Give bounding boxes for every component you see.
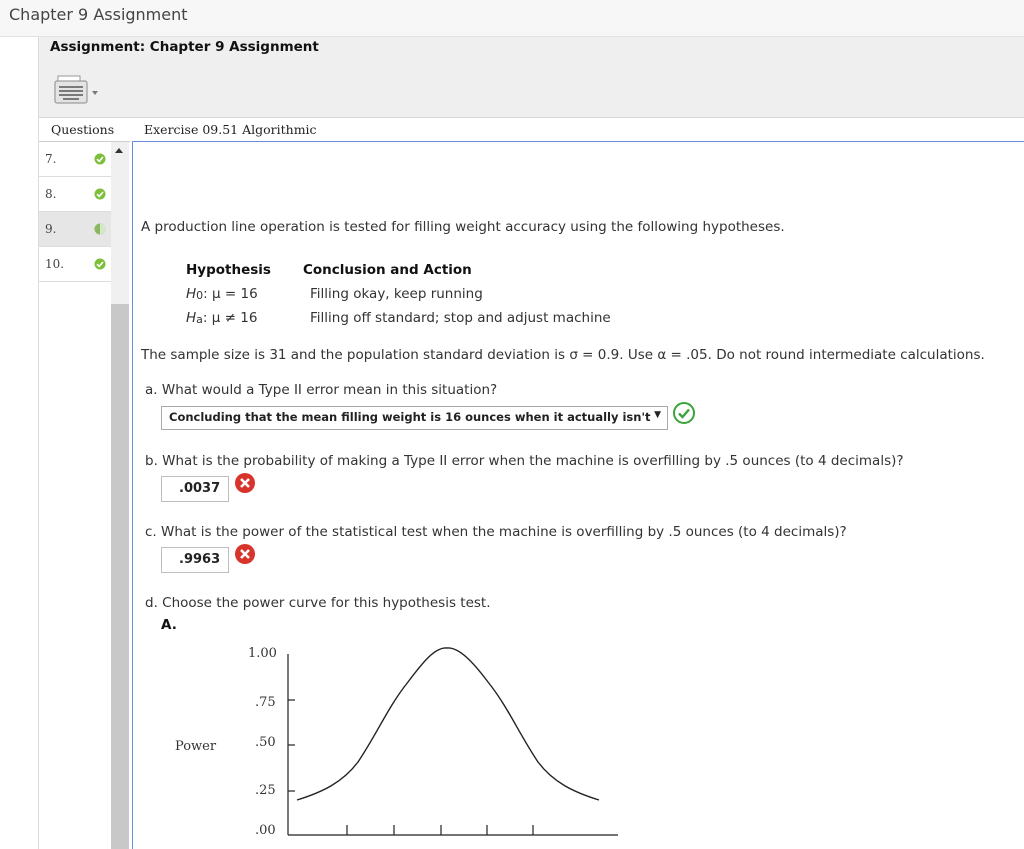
questions-panel: [39, 118, 115, 849]
h0-action: Filling okay, keep running: [310, 286, 483, 302]
ha-action: Filling off standard; stop and adjust machine: [310, 310, 611, 326]
y-tick-label: .00: [255, 823, 276, 838]
question-number: 9.: [45, 222, 57, 236]
y-tick-label: .25: [255, 783, 276, 798]
check-circle-icon: [94, 258, 106, 270]
hypothesis-header: Hypothesis: [186, 262, 271, 278]
questions-header: Questions: [39, 118, 130, 142]
questions-scrollbar[interactable]: [111, 142, 129, 849]
y-tick-label: .50: [255, 735, 276, 750]
question-item-9[interactable]: [39, 212, 111, 247]
type-ii-probability-input[interactable]: .0037: [161, 476, 229, 502]
question-d-prompt: d. Choose the power curve for this hypothesis test.: [145, 595, 491, 611]
sample-text: The sample size is 31 and the population standard deviation is σ = 0.9. Use α = .05. Do not round intermediate calculations.: [141, 347, 985, 363]
power-curve-figure: [283, 632, 623, 842]
question-number: 8.: [45, 187, 57, 201]
question-item-10[interactable]: [39, 247, 111, 282]
intro-text: A production line operation is tested for filling weight accuracy using the following hypotheses.: [141, 219, 785, 235]
exercise-tab: Exercise 09.51 Algorithmic: [132, 118, 1024, 142]
question-number: 7.: [45, 152, 57, 166]
y-tick-label: .75: [255, 695, 276, 710]
power-curve-line: [297, 648, 599, 800]
ha-hypothesis: Ha: μ ≠ 16: [186, 310, 258, 326]
exercise-content: [132, 142, 1024, 849]
y-tick-label: 1.00: [248, 646, 277, 661]
check-circle-icon: [94, 153, 106, 165]
assignment-header: [39, 37, 1024, 118]
question-c-prompt: c. What is the power of the statistical test when the machine is overfilling by .5 ounces (to 4 decimals)?: [145, 524, 847, 540]
keyboard-icon: [53, 74, 103, 108]
partial-circle-icon: [94, 223, 106, 235]
scroll-up-icon[interactable]: [115, 148, 123, 153]
question-b-prompt: b. What is the probability of making a Type II error when the machine is overfilling by .5 ounces (to 4 decimals)?: [145, 453, 904, 469]
left-margin: [0, 37, 39, 849]
keyboard-button[interactable]: [53, 74, 103, 108]
conclusion-header: Conclusion and Action: [303, 262, 472, 278]
power-input[interactable]: .9963: [161, 547, 229, 573]
question-item-8[interactable]: [39, 177, 111, 212]
assignment-title: Assignment: Chapter 9 Assignment: [50, 39, 319, 55]
dropdown-arrow-icon: ▼: [654, 410, 661, 420]
h0-hypothesis: H0: μ = 16: [186, 286, 258, 302]
scrollbar-thumb[interactable]: [111, 304, 129, 849]
window-title: Chapter 9 Assignment: [9, 5, 188, 24]
question-item-7[interactable]: [39, 142, 111, 177]
incorrect-x-icon: [234, 543, 256, 565]
check-circle-icon: [94, 188, 106, 200]
correct-check-icon: [673, 402, 695, 424]
incorrect-x-icon: [234, 472, 256, 494]
type-ii-error-select[interactable]: Concluding that the mean filling weight is 16 ounces when it actually isn't ▼: [161, 406, 668, 430]
question-a-prompt: a. What would a Type II error mean in this situation?: [145, 382, 498, 398]
title-bar: [0, 0, 1024, 37]
option-a-label[interactable]: A.: [161, 617, 177, 633]
power-axis-label: Power: [175, 739, 217, 754]
question-number: 10.: [45, 257, 65, 271]
